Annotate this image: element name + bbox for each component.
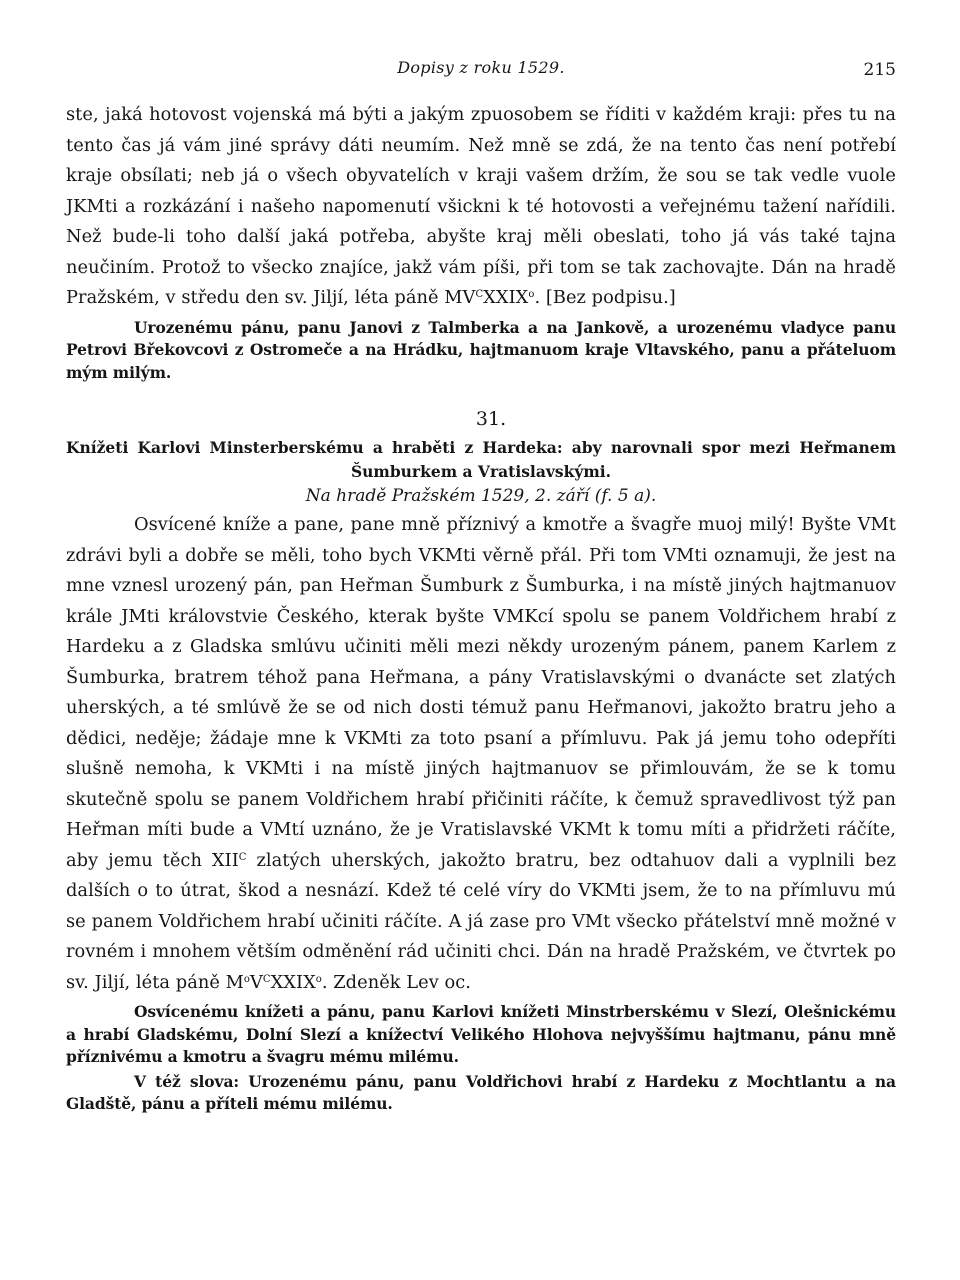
superscript: o xyxy=(243,973,250,985)
superscript: o xyxy=(528,289,535,300)
letter-31-dateline: Na hradě Pražském 1529, 2. září (f. 5 a). xyxy=(305,486,657,506)
superscript: C xyxy=(262,973,271,985)
letter-31-text: . Zdeněk Lev oc. xyxy=(321,971,471,993)
letter-31-text: XXIX xyxy=(270,971,316,993)
letter-30-text: ste, jaká hotovost vojenská má býti a jakým zpuosobem se říditi v každém kraji: přes tu na tento čas já vám jiné správy dáti neumím. Než mně se zdá, že na tento čas není potřebí kraje obsílati; neb já o všech obyvatelích v kraji vašem držím, že sou se tak vedle vuole JKMti a rozkázání i našeho napomenutí všickni k té hotovosti a veřejnému tažení nařídili. Než bude-li toho další jaká potřeba, abyšte kraj měli obeslati, toho já vás také tajna neučiním. Protož to všecko znajíce, jakž vám píši, při tom se tak zachovajte. Dán na hradě Pražském, v středu den sv. Jiljí, léta páně MV xyxy=(66,104,896,308)
superscript: C xyxy=(238,851,247,863)
superscript: o xyxy=(315,973,322,985)
letter-30-text: . [Bez podpisu.] xyxy=(534,287,676,308)
letter-31-heading: Knížeti Karlovi Minsterberskému a hraběti z Hardeka: aby narovnali spor mezi Heřmanem Šumburkem a Vratislavskými. xyxy=(66,438,896,481)
letter-31-address: Osvícenému knížeti a pánu, panu Karlovi knížeti Minstrberskému v Slezí, Olešnickému a hrabí Gladskému, Dolní Slezí a knížectví Velikého Hlohova nejvyššímu hajtmanu, pánu mně příznivému a kmotru a švagru mému milému. xyxy=(66,1002,896,1066)
letter-31-number: 31. xyxy=(475,408,507,430)
superscript: C xyxy=(475,289,484,300)
running-title: Dopisy z roku 1529. xyxy=(397,58,565,77)
letter-30-text: XXIX xyxy=(483,287,529,308)
letter-30-address: Urozenému pánu, panu Janovi z Talmberka a na Jankově, a urozenému vladyce panu Petrovi Břekovcovi z Ostromeče a na Hrádku, hajtmanuom kraje Vltavského, panu a přáteluom mým milým. xyxy=(66,317,896,382)
page-number: 215 xyxy=(863,60,896,80)
page-content xyxy=(66,100,896,1116)
letter-31-text: V xyxy=(249,971,263,993)
letter-31-text: zlatých uherských, jakožto bratru, bez odtahuov dali a vyplnili bez dalších o to útrat, škod a nesnází. Kdež té celé víry do VKMti jsem, že to na přímluvu mú se panem Voldřichem hrabí učiniti ráčíte. A já zase pro VMt všecko přátelství mně možné v rovném i mnohem větším odměnění rád učiniti chci. Dán na hradě Pražském, ve čtvrtek po sv. Jiljí, léta páně M xyxy=(66,849,896,993)
letter-30-body xyxy=(66,100,896,314)
letter-31-text: Osvícené kníže a pane, pane mně příznivý a kmotře a švagře muoj milý! Byšte VMt zdrávi byli a dobře se měli, toho bych VKMti věrně přál. Při tom VMti oznamuji, že jest na mne vznesl urozený pán, pan Heřman Šumburk z Šumburka, i na místě jiných hajtmanuov krále JMti královstvie Českého, kterak byšte VMKcí spolu se panem Voldřichem hrabí z Hardeku a z Gladska smlúvu učiniti měli mezi někdy urozeným pánem, panem Karlem z Šumburka, bratrem téhož pana Heřmana, a pány Vratislavskými o dvanácte set zlatých uherských, a té smlúvě že se od nich dosti témuž panu Heřmanovi, jakožto bratru jeho a dědici, neděje; žádaje mne k VKMti za toto psaní a přímluvu. Pak já jemu toho odepříti slušně nemoha, k VKMti i na místě jiných hajtmanuov se přimlouvám, že se k tomu skutečně spolu se panem Voldřichem hrabí přičiniti ráčíte, k čemuž spravedlivost týž pan Heřman míti bude a VMtí uznáno, že je Vratislavské VKMt k tomu míti a přidržeti ráčíte, aby jemu těch XII xyxy=(66,514,896,871)
letter-31-address-copy: V též slova: Urozenému pánu, panu Voldřichovi hrabí z Hardeku z Mochtlantu a na Gladště, pánu a příteli mému milému. xyxy=(66,1071,896,1113)
letter-31-body xyxy=(66,510,896,998)
running-head xyxy=(66,58,896,86)
